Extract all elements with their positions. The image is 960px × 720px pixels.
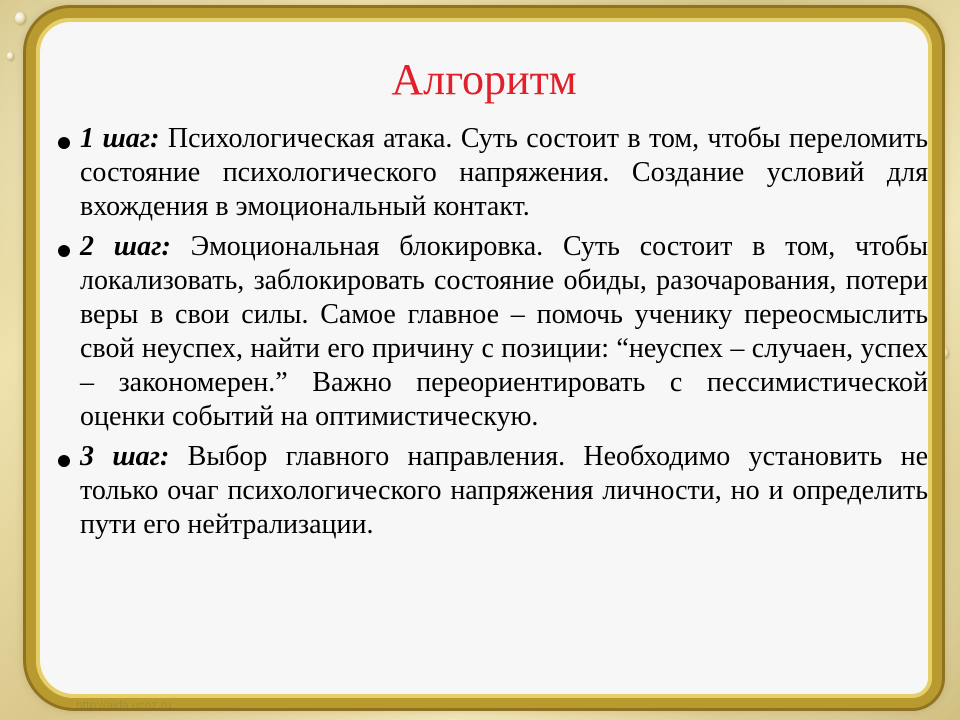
step-label-2: 2 шаг: — [80, 231, 171, 262]
step-item-1 — [58, 122, 928, 224]
step-item-3 — [58, 440, 928, 542]
step-text-1 — [80, 122, 928, 224]
step-list — [58, 122, 928, 548]
step-text-2 — [80, 230, 928, 434]
slide-frame — [26, 8, 942, 708]
step-label-3: 3 шаг: — [80, 441, 170, 472]
step-body-3: Выбор главного направления. Необходимо установить не только очаг психологического напряжения личности, но и определить пути его нейтрализации. — [80, 441, 929, 540]
slide-title: Алгоритм — [391, 55, 577, 104]
dew-drop — [15, 12, 25, 24]
watermark-text: http://aida.ucoz.ru — [76, 698, 172, 712]
step-body-2: Эмоциональная блокировка. Суть состоит в том, чтобы локализовать, заблокировать состояние обиды, разочарования, потери веры в свои силы. Самое главное – помочь ученику переосмыслить свой неуспех, найти его причину с позиции: “неуспех – случаен, успех – закономерен.” Важно переориентировать с пессимистической оценки событий на оптимистическую. — [80, 231, 929, 432]
step-item-2 — [58, 230, 928, 434]
step-body-1: Психологическая атака. Суть состоит в том, чтобы переломить состояние психологического напряжения. Создание условий для вхождения в эмоциональный контакт. — [80, 123, 928, 222]
step-label-1: 1 шаг: — [80, 123, 160, 154]
bullet-icon — [58, 455, 70, 467]
slide-content-panel — [42, 24, 929, 692]
dew-drop — [7, 52, 13, 60]
bullet-icon — [58, 137, 70, 149]
step-text-3 — [80, 440, 928, 542]
bullet-icon — [58, 245, 70, 257]
